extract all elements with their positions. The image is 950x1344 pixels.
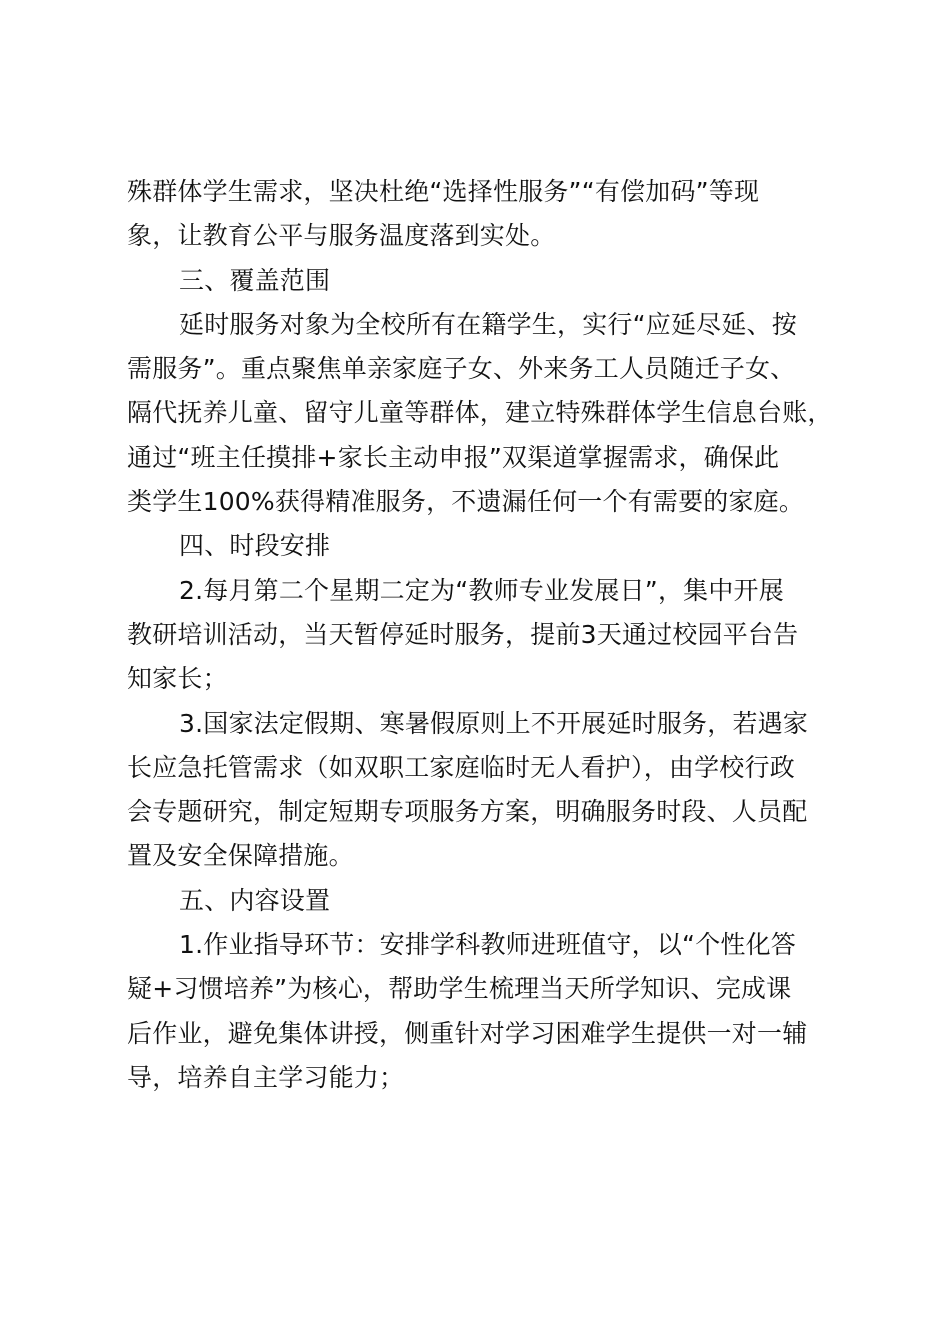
paragraph-line: 知家长； bbox=[127, 664, 228, 694]
section-heading-content: 五、内容设置 bbox=[179, 885, 331, 915]
paragraph-line: 长应急托管需求（如双职工家庭临时无人看护），由学校行政 bbox=[127, 752, 795, 782]
paragraph-line: 疑+习惯培养”为核心，帮助学生梳理当天所学知识、完成课 bbox=[127, 974, 792, 1004]
paragraph-line: 2.每月第二个星期二定为“教师专业发展日”，集中开展 bbox=[179, 575, 784, 605]
document-body bbox=[127, 170, 847, 1100]
paragraph-line: 殊群体学生需求，坚决杜绝“选择性服务”“有偿加码”等现 bbox=[127, 177, 760, 206]
paragraph-line: 需服务”。重点聚焦单亲家庭子女、外来务工人员随迁子女、 bbox=[127, 354, 796, 384]
paragraph-line: 隔代抚养儿童、留守儿童等群体，建立特殊群体学生信息台账， bbox=[127, 398, 833, 428]
section-heading-coverage: 三、覆盖范围 bbox=[179, 265, 331, 295]
paragraph-line: 3.国家法定假期、寒暑假原则上不开展延时服务，若遇家 bbox=[179, 708, 809, 738]
paragraph-line: 1.作业指导环节：安排学科教师进班值守，以“个性化答 bbox=[179, 930, 797, 960]
paragraph-line: 通过“班主任摸排+家长主动申报”双渠道掌握需求，确保此 bbox=[127, 442, 780, 472]
paragraph-line: 延时服务对象为全校所有在籍学生，实行“应延尽延、按 bbox=[179, 309, 797, 339]
paragraph-line: 导，培养自主学习能力； bbox=[127, 1062, 405, 1092]
paragraph-line: 置及安全保障措施。 bbox=[127, 841, 354, 871]
paragraph-line: 会专题研究，制定短期专项服务方案，明确服务时段、人员配 bbox=[127, 797, 808, 827]
paragraph-line: 类学生100%获得精准服务，不遗漏任何一个有需要的家庭。 bbox=[127, 487, 805, 517]
paragraph-line: 象，让教育公平与服务温度落到实处。 bbox=[127, 221, 556, 251]
paragraph-line: 教研培训活动，当天暂停延时服务，提前3天通过校园平台告 bbox=[127, 619, 799, 649]
paragraph-line: 后作业，避免集体讲授，侧重针对学习困难学生提供一对一辅 bbox=[127, 1018, 808, 1048]
section-heading-schedule: 四、时段安排 bbox=[179, 531, 331, 561]
